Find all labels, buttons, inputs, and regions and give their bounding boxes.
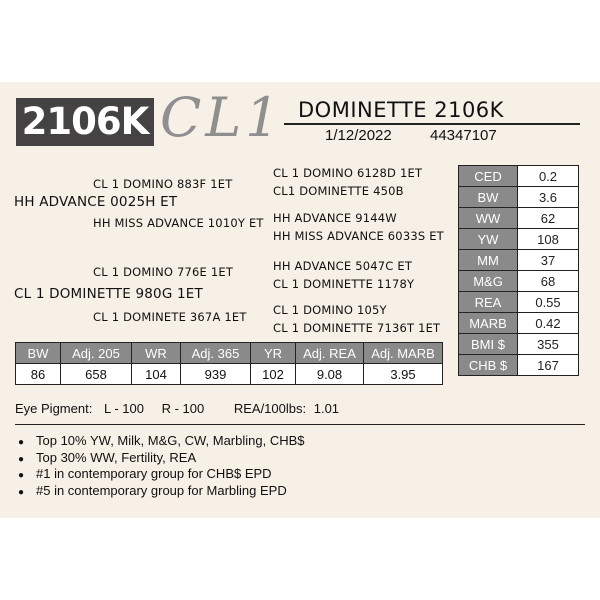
epd-value: 68 [518,271,579,292]
performance-header: WR [132,343,181,364]
epd-label: M&G [459,271,518,292]
eye-pigment-right: R - 100 [161,401,205,416]
registration-number: 44347107 [430,127,497,144]
pedigree-sire-dam-dam: HH MISS ADVANCE 6033S ET [273,229,444,243]
pedigree-sire: HH ADVANCE 0025H ET [14,194,178,210]
performance-value: 3.95 [364,364,443,385]
performance-value: 658 [61,364,132,385]
epd-row [459,166,579,187]
epd-value: 167 [518,355,579,376]
eye-pigment-label: Eye Pigment: [15,401,93,416]
rea-per-100lbs-label: REA/100lbs: [233,401,307,416]
birth-date: 1/12/2022 [325,127,392,144]
performance-header: Adj. REA [296,343,364,364]
highlight-text: Top 10% YW, Milk, M&G, CW, Marbling, CHB$ [36,433,305,448]
epd-value: 62 [518,208,579,229]
performance-header: YR [251,343,296,364]
epd-label: BMI $ [459,334,518,355]
title-divider [284,123,580,125]
epd-row [459,334,579,355]
bullet-icon: ● [18,437,25,448]
epd-label: YW [459,229,518,250]
pedigree-dam-dam-dam: CL 1 DOMINETTE 7136T 1ET [273,321,441,335]
epd-table [458,165,579,376]
epd-row [459,313,579,334]
pedigree-sire-dam: HH MISS ADVANCE 1010Y ET [93,216,264,230]
pedigree-dam-sire-dam: CL 1 DOMINETTE 1178Y [273,277,415,291]
epd-label: WW [459,208,518,229]
performance-header-row [16,343,443,364]
performance-header: Adj. MARB [364,343,443,364]
epd-label: CED [459,166,518,187]
pedigree-sire-sire: CL 1 DOMINO 883F 1ET [93,177,233,191]
ranch-logo: CL1 [160,86,284,149]
pedigree-dam-dam: CL 1 DOMINETE 367A 1ET [93,310,247,324]
epd-row [459,355,579,376]
pedigree-dam: CL 1 DOMINETTE 980G 1ET [14,286,203,302]
performance-header: Adj. 205 [61,343,132,364]
animal-name: DOMINETTE 2106K [298,98,504,122]
highlight-text: Top 30% WW, Fertility, REA [36,449,197,465]
highlight-text: #1 in contemporary group for CHB$ EPD [36,466,272,481]
performance-value: 104 [132,364,181,385]
pedigree-sire-sire-sire: CL 1 DOMINO 6128D 1ET [273,166,423,180]
epd-row [459,271,579,292]
performance-header: Adj. 365 [181,343,251,364]
epd-row [459,208,579,229]
performance-value-row [16,364,443,385]
epd-label: MARB [459,313,518,334]
performance-value: 9.08 [296,364,364,385]
epd-label: REA [459,292,518,313]
eye-pigment-left: L - 100 [103,401,144,416]
pedigree-sire-dam-sire: HH ADVANCE 9144W [273,211,397,225]
performance-value: 86 [16,364,61,385]
epd-value: 0.42 [518,313,579,334]
epd-value: 108 [518,229,579,250]
pedigree-dam-sire: CL 1 DOMINO 776E 1ET [93,265,234,279]
epd-label: MM [459,250,518,271]
list-item [18,483,305,500]
performance-value: 939 [181,364,251,385]
tag-number: 2106K [16,98,154,146]
epd-value: 355 [518,334,579,355]
epd-value: 0.55 [518,292,579,313]
pedigree-dam-sire-sire: HH ADVANCE 5047C ET [273,259,413,273]
rea-per-100lbs-value: 1.01 [313,401,340,416]
performance-header: BW [16,343,61,364]
highlight-text: #5 in contemporary group for Marbling EPD [36,482,287,498]
epd-value: 0.2 [518,166,579,187]
list-item [18,450,305,467]
epd-row [459,292,579,313]
performance-table [15,342,443,385]
highlights-list [18,433,305,499]
list-item [18,433,305,450]
eye-pigment-line [15,401,339,416]
epd-row [459,250,579,271]
epd-value: 37 [518,250,579,271]
epd-row [459,229,579,250]
epd-value: 3.6 [518,187,579,208]
bullet-icon: ● [18,486,25,498]
bullet-icon: ● [18,470,25,481]
performance-value: 102 [251,364,296,385]
pedigree-sire-sire-dam: CL1 DOMINETTE 450B [273,184,404,198]
bullet-icon: ● [18,453,25,465]
epd-row [459,187,579,208]
section-divider [15,424,585,425]
list-item [18,466,305,483]
pedigree-dam-dam-sire: CL 1 DOMINO 105Y [273,303,387,317]
epd-label: CHB $ [459,355,518,376]
epd-label: BW [459,187,518,208]
